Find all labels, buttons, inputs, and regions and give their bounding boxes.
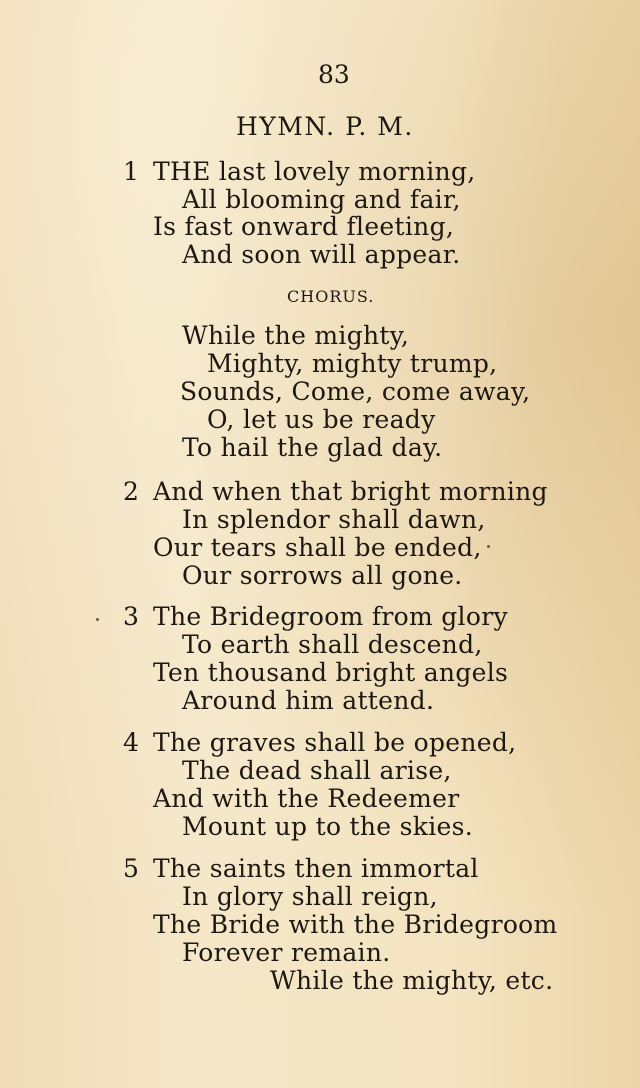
verse-line: The graves shall be opened,: [153, 728, 517, 757]
page-number: 83: [318, 60, 350, 89]
verse-line-rest: last lovely morning,: [210, 157, 476, 186]
verse-line: In splendor shall dawn,: [182, 505, 486, 534]
closing-line: While the mighty, etc.: [270, 966, 554, 995]
verse-number: 3: [123, 602, 140, 631]
verse-line: To earth shall descend,: [182, 630, 483, 659]
verse-line: And soon will appear.: [182, 240, 461, 269]
verse-line: Around him attend.: [182, 686, 435, 715]
chorus-line: Mighty, mighty trump,: [207, 349, 498, 378]
verse-line: And when that bright morning: [153, 477, 548, 506]
chorus-line: While the mighty,: [182, 321, 410, 350]
verse-number: 4: [123, 728, 140, 757]
verse-line: The dead shall arise,: [182, 756, 452, 785]
chorus-line: To hail the glad day.: [182, 433, 443, 462]
verse-number: 1: [123, 157, 140, 186]
verse-line: The saints then immortal: [153, 854, 479, 883]
hymn-title: HYMN. P. M.: [236, 112, 414, 141]
verse-line: In glory shall reign,: [182, 882, 438, 911]
drop-word: THE: [153, 157, 211, 186]
verse-line: [153, 158, 476, 186]
verse-number: 5: [123, 854, 140, 883]
verse-line: Mount up to the skies.: [182, 812, 473, 841]
verse-line: Ten thousand bright angels: [153, 658, 509, 687]
verse-line: The Bridegroom from glory: [153, 602, 508, 631]
chorus-line: O, let us be ready: [207, 405, 436, 434]
verse-line: And with the Redeemer: [153, 784, 460, 813]
chorus-line: Sounds, Come, come away,: [180, 377, 531, 406]
verse-line: Is fast onward fleeting,: [153, 212, 455, 241]
verse-number: 2: [123, 477, 140, 506]
verse-line: Our tears shall be ended,: [153, 533, 482, 562]
verse-line: All blooming and fair,: [182, 185, 461, 214]
ink-speck: [96, 618, 99, 621]
ink-speck: [487, 545, 490, 548]
verse-line: The Bride with the Bridegroom: [153, 910, 558, 939]
chorus-label: CHORUS.: [287, 287, 375, 306]
verse-line: Our sorrows all gone.: [182, 561, 463, 590]
verse-line: Forever remain.: [182, 938, 391, 967]
